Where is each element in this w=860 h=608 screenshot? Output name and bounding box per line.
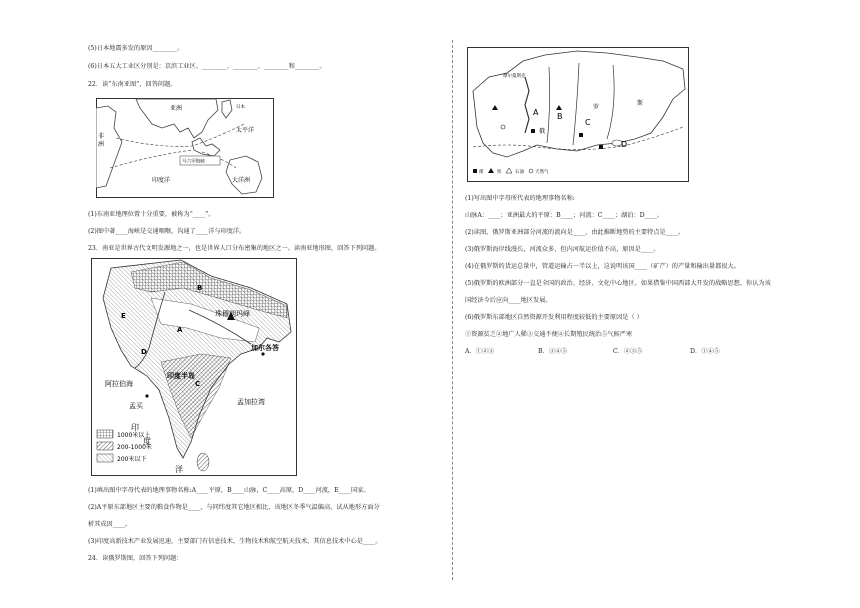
- q24-1a: 山脉A：____；亚洲最大的平原：B____；河流：C____；湖泊：D____。: [465, 212, 664, 219]
- oceania-label: 大洋洲: [232, 177, 251, 184]
- q24-title: 24．读俄罗斯图，回答下列问题：: [88, 555, 183, 562]
- japan-label: 日本: [236, 105, 245, 110]
- label-B: B: [557, 112, 563, 121]
- mumbai-label: 孟买: [129, 402, 143, 410]
- ocean-label-3: 洋: [175, 465, 183, 474]
- malacca-label: 马六甲海峡: [182, 159, 205, 165]
- q23-1: (1)填出图中字母代表的地理事物名称:A____平原，B____山脉，C____高原，D____河流，E____国家。: [88, 487, 370, 494]
- label-C: C: [585, 118, 591, 127]
- legend-coal: 煤: [479, 170, 484, 175]
- ocean-label-2: 度: [143, 437, 151, 446]
- choice-a[interactable]: A．①②③: [465, 348, 495, 355]
- legend-swatch-3: [97, 454, 113, 462]
- murmansk-label: 摩尔曼斯克: [503, 74, 526, 79]
- q22-2: (2)图中著____海峡是交通咽喉，沟通了____洋与印度洋。: [88, 228, 246, 235]
- country-char-3: 斯: [637, 100, 644, 107]
- africa-label: 非洲: [98, 133, 105, 148]
- south-asia-map: [91, 258, 297, 476]
- label-D: D: [621, 140, 628, 149]
- coal-symbol-3: [599, 145, 603, 149]
- everest-label: 珠穆朗玛峰: [215, 310, 250, 318]
- q24-5a: (5)俄罗斯的欧洲部分一直是全国的政治、经济、文化中心地区。如果借鉴中国西部大开发的战略思想，你认为该: [465, 280, 771, 287]
- peninsula-label: 印度半岛: [167, 372, 195, 380]
- choice-d[interactable]: D．①④⑤: [690, 348, 720, 355]
- legend-coal-icon: [473, 169, 477, 173]
- q24-5b: 国经济今后应向____地区发展。: [465, 297, 552, 304]
- russia-map: [467, 47, 689, 182]
- pacific-label: 太平洋: [236, 127, 255, 134]
- legend-gas: 天然气: [535, 170, 549, 175]
- legend-label-3: 200米以下: [117, 456, 147, 463]
- q21-6: (6)日本五大工业区分别是：京滨工业区、________、________、________和________。: [88, 63, 326, 70]
- legend-swatch-1: [97, 430, 113, 438]
- q23-2b: 析其成因____。: [88, 521, 132, 528]
- label-C: C: [195, 380, 201, 388]
- left-column: [88, 0, 443, 608]
- label-E: E: [121, 312, 126, 320]
- southeast-asia-map: [96, 98, 274, 198]
- choice-c[interactable]: C．②③⑤: [613, 348, 643, 355]
- coal-symbol-2: [579, 133, 583, 137]
- kolkata-dot: [261, 352, 264, 355]
- mumbai-dot: [145, 394, 148, 397]
- legend-label-2: 200-1000米: [117, 444, 152, 451]
- legend-swatch-2: [97, 442, 113, 450]
- label-D: D: [141, 348, 147, 356]
- q22-title: 22．读“东南亚图”，回答问题。: [88, 81, 177, 88]
- label-A: A: [533, 108, 539, 117]
- column-divider: [452, 40, 453, 580]
- right-column: [465, 0, 771, 608]
- country-char-2: 罗: [593, 104, 600, 111]
- ocean-label-1: 印: [131, 423, 139, 432]
- choice-b[interactable]: B．③④⑤: [538, 348, 568, 355]
- q21-5: (5)日本地震多发的原因________。: [88, 45, 184, 52]
- label-A: A: [177, 326, 183, 334]
- country-char-1: 俄: [539, 128, 546, 135]
- q24-6: (6)俄罗斯东部地区自然资源开发利用程度较低的主要原因是（ ）: [465, 314, 643, 321]
- asia-label: 亚洲: [170, 105, 183, 112]
- label-B: B: [197, 284, 203, 292]
- kolkata-label: 加尔各答: [251, 344, 279, 352]
- indian-ocean-label: 印度洋: [152, 177, 171, 184]
- bay-label: 孟加拉湾: [237, 398, 265, 406]
- q24-6-options: ①资源贫乏②地广人稀③交通不便④长期殖民统治⑤气候严寒: [465, 331, 633, 338]
- legend-label-1: 1000米以上: [117, 432, 151, 439]
- q24-1: (1)写出图中字母所代表的地理事物名称:: [465, 195, 575, 202]
- arabian-sea-label: 阿拉伯海: [105, 380, 133, 388]
- q23-2a: (2)A平原东部地区主要的粮食作物是____，与同纬度其它地区相比，该地区冬季气温偏高，试从地形方面分: [88, 504, 380, 511]
- q23-3: (3)印度高新技术产业发展迅速，主要部门有信息技术、生物技术和航空航天技术，其信息技术中心是____。: [88, 538, 382, 545]
- coal-symbol-1: [531, 129, 535, 133]
- legend-iron: 铁: [497, 170, 502, 175]
- q24-2: (2)读图，俄罗斯亚洲部分河流的流向是____，由此推断地势的主要特点是____。: [465, 229, 685, 236]
- q24-3: (3)俄罗斯海岸线漫长，河流众多，但内河航运价值不高，原因是____。: [465, 246, 660, 253]
- q23-title: 23．南亚是世界古代文明发源地之一，也是世界人口分布密集的地区之一。读南亚地形图，回答下列问题。: [88, 245, 381, 252]
- sri-lanka-shape: [197, 453, 209, 471]
- legend-oil: 石油: [515, 170, 524, 175]
- q24-4: (4)在俄罗斯的货运总量中，管道运输占一半以上，这说明该国____（矿产）的产量和输出量都很大。: [465, 263, 740, 270]
- q22-1: (1)东南亚地理位置十分重要，被称为“____”。: [88, 211, 215, 218]
